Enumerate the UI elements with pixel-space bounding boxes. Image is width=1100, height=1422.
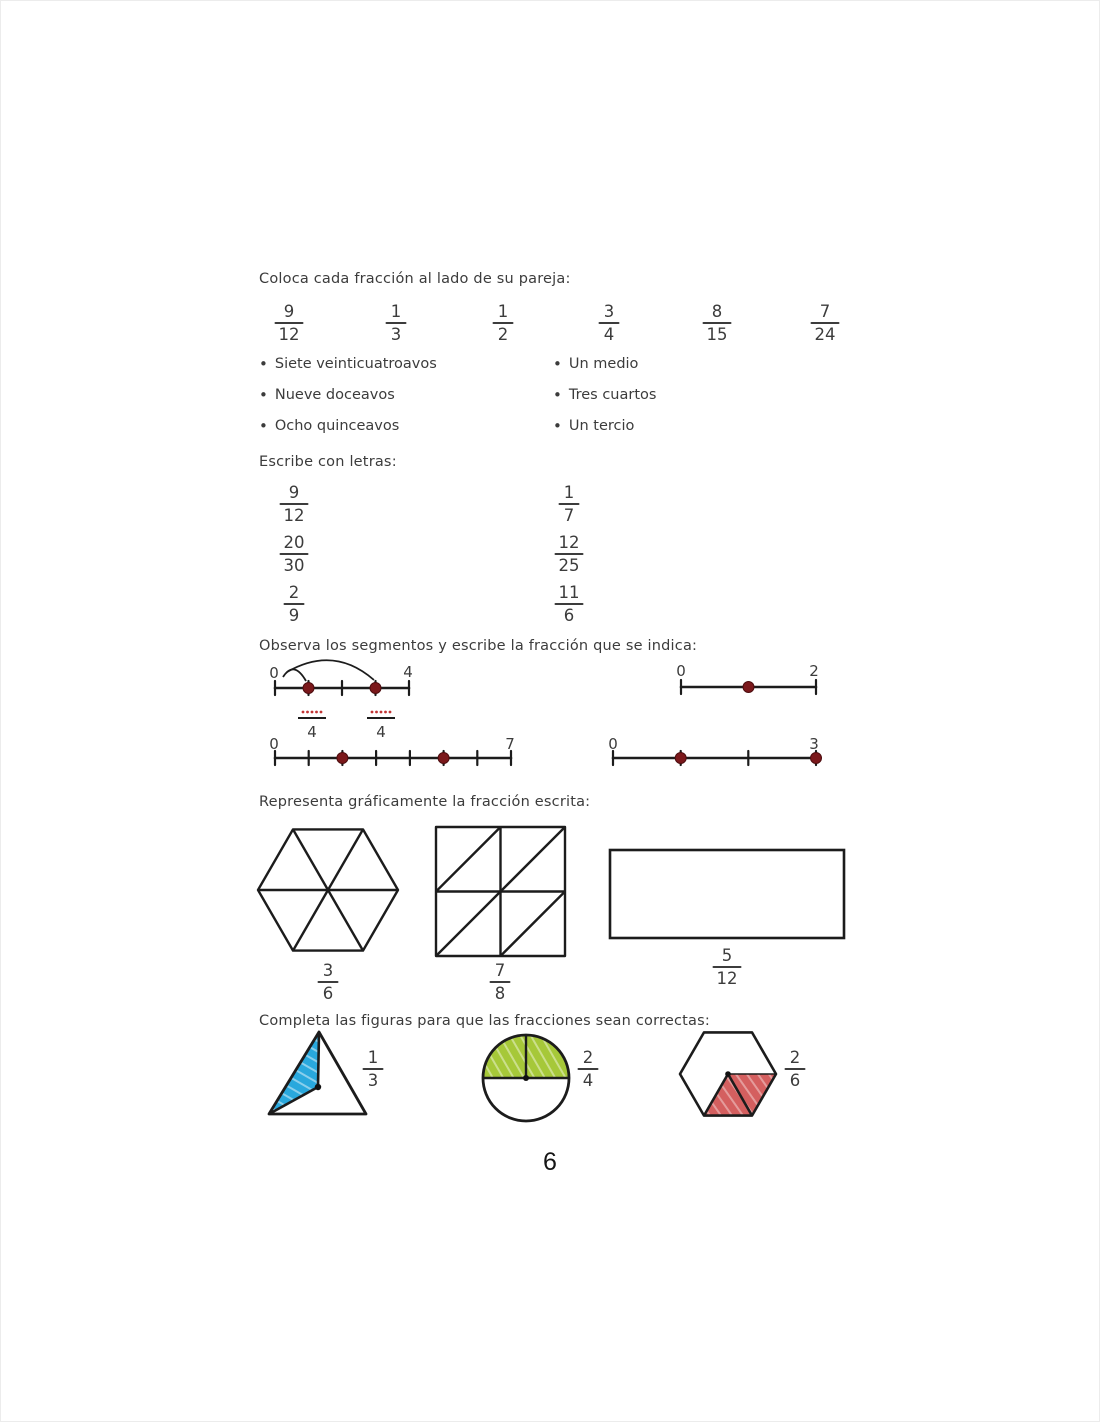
fraction-bar <box>713 966 742 968</box>
fraction-denominator: 12 <box>283 506 305 525</box>
section-title-match: Coloca cada fracción al lado de su pareja: <box>259 271 571 287</box>
arc-0-to-3 <box>287 660 374 680</box>
write-fraction-r2 <box>555 534 584 574</box>
bullet-icon: • <box>553 386 562 404</box>
fraction-denominator: 12 <box>716 969 738 988</box>
fraction-denominator: 8 <box>494 984 506 1003</box>
option-label: Tres cuartos <box>568 387 657 403</box>
number-line-0-7 <box>275 751 511 765</box>
write-fraction-l3 <box>284 584 305 624</box>
line-start-label: 0 <box>269 664 279 682</box>
match-fraction-6 <box>811 303 840 343</box>
fraction-denominator: 12 <box>278 325 300 344</box>
option-item <box>553 418 634 434</box>
line-end-label: 3 <box>809 735 819 753</box>
option-label: Un medio <box>568 356 639 372</box>
fraction-bar <box>559 503 580 505</box>
bullet-icon: • <box>259 386 268 404</box>
arc-0-to-1 <box>283 669 306 681</box>
fraction-numerator: 1 <box>390 302 402 321</box>
line-end-label: 2 <box>809 662 819 680</box>
number-line-0-4 <box>275 681 409 695</box>
line-start-label: 0 <box>608 735 618 753</box>
point-dot <box>303 683 314 694</box>
fraction-bar <box>280 503 309 505</box>
dotted-numerator <box>371 711 392 714</box>
center-dot <box>315 1084 321 1090</box>
section-title-segments: Observa los segmentos y escribe la fracción que se indica: <box>259 638 698 654</box>
fraction-denominator: 6 <box>563 606 575 625</box>
fraction-bar <box>703 322 732 324</box>
fraction-denominator: 24 <box>814 325 836 344</box>
write-fraction-r1 <box>559 484 580 524</box>
circle-quarters-figure <box>483 1035 569 1121</box>
fraction-numerator: 2 <box>582 1048 594 1067</box>
match-fraction-2 <box>386 303 407 343</box>
point-dot <box>438 753 449 764</box>
fraction-numerator: 1 <box>367 1048 379 1067</box>
option-item <box>259 356 437 372</box>
fraction-denominator: 3 <box>390 325 402 344</box>
option-label: Un tercio <box>568 418 635 434</box>
option-item <box>259 387 395 403</box>
complete-fraction-3 <box>785 1049 806 1089</box>
complete-figures <box>256 1023 861 1128</box>
number-line-0-3 <box>613 751 816 765</box>
fraction-denominator: 4 <box>307 723 317 741</box>
fraction-bar <box>599 322 620 324</box>
option-item <box>259 418 399 434</box>
fraction-denominator: 30 <box>283 556 305 575</box>
fraction-numerator: 1 <box>497 302 509 321</box>
line-start-label: 0 <box>269 735 279 753</box>
represent-fraction-1 <box>318 962 339 1002</box>
line-end-label: 7 <box>505 735 515 753</box>
fraction-numerator: 2 <box>789 1048 801 1067</box>
write-fraction-l1 <box>280 484 309 524</box>
number-lines-figure <box>251 651 851 791</box>
fraction-bar <box>785 1068 806 1070</box>
line-start-label: 0 <box>676 662 686 680</box>
complete-fraction-1 <box>363 1049 384 1089</box>
fraction-bar <box>363 1068 384 1070</box>
point-dot <box>811 753 822 764</box>
fraction-denominator: 4 <box>603 325 615 344</box>
section-title-represent: Representa gráficamente la fracción escrita: <box>259 794 591 810</box>
square-eighths-figure <box>436 827 565 956</box>
fraction-denominator: 6 <box>322 984 334 1003</box>
represent-figures <box>251 821 861 961</box>
section-title-write: Escribe con letras: <box>259 454 397 470</box>
option-item <box>553 356 638 372</box>
point-dot <box>370 683 381 694</box>
fraction-numerator: 7 <box>494 961 506 980</box>
fraction-bar <box>555 603 584 605</box>
fraction-bar <box>280 553 309 555</box>
fraction-bar <box>811 322 840 324</box>
fraction-denominator: 6 <box>789 1071 801 1090</box>
fraction-numerator: 3 <box>322 961 334 980</box>
option-label: Ocho quinceavos <box>274 418 400 434</box>
fraction-bar <box>275 322 304 324</box>
option-label: Nueve doceavos <box>274 387 395 403</box>
fraction-numerator: 9 <box>283 302 295 321</box>
fraction-denominator: 15 <box>706 325 728 344</box>
rectangle-twelfths-figure <box>610 850 844 938</box>
fraction-bar <box>386 322 407 324</box>
fraction-denominator: 9 <box>288 606 300 625</box>
center-dot <box>523 1075 529 1081</box>
represent-fraction-2 <box>490 962 511 1002</box>
fraction-numerator: 7 <box>819 302 831 321</box>
answer-fraction-blank-1 <box>298 711 326 741</box>
fraction-denominator: 2 <box>497 325 509 344</box>
fraction-bar <box>578 1068 599 1070</box>
fraction-numerator: 20 <box>283 533 305 552</box>
bullet-icon: • <box>553 417 562 435</box>
point-dot <box>675 753 686 764</box>
answer-fraction-blank-2 <box>367 711 395 741</box>
dotted-numerator <box>302 711 323 714</box>
fraction-bar <box>555 553 584 555</box>
hexagon-sixths-figure <box>258 829 398 950</box>
fraction-numerator: 5 <box>721 946 733 965</box>
fraction-denominator: 4 <box>376 723 386 741</box>
match-fraction-1 <box>275 303 304 343</box>
option-label: Siete veinticuatroavos <box>274 356 437 372</box>
fraction-bar <box>493 322 514 324</box>
point-dot <box>337 753 348 764</box>
point-dot <box>743 682 754 693</box>
fraction-numerator: 3 <box>603 302 615 321</box>
write-fraction-r3 <box>555 584 584 624</box>
page-number: 6 <box>543 1148 557 1176</box>
fraction-numerator: 2 <box>288 583 300 602</box>
hexagon-sixths-complete-figure <box>680 1032 776 1115</box>
fraction-bar <box>318 981 339 983</box>
fraction-denominator: 7 <box>563 506 575 525</box>
represent-fraction-3 <box>713 947 742 987</box>
bullet-icon: • <box>259 417 268 435</box>
option-item <box>553 387 656 403</box>
triangle-thirds-figure <box>269 1032 366 1114</box>
match-fraction-3 <box>493 303 514 343</box>
fraction-numerator: 12 <box>558 533 580 552</box>
fraction-numerator: 9 <box>288 483 300 502</box>
match-fraction-4 <box>599 303 620 343</box>
match-fraction-5 <box>703 303 732 343</box>
divider-line <box>318 1032 319 1087</box>
center-dot <box>725 1071 731 1077</box>
fraction-denominator: 3 <box>367 1071 379 1090</box>
fraction-denominator: 25 <box>558 556 580 575</box>
complete-fraction-2 <box>578 1049 599 1089</box>
fraction-numerator: 8 <box>711 302 723 321</box>
fraction-bar <box>490 981 511 983</box>
bullet-icon: • <box>259 355 268 373</box>
fraction-denominator: 4 <box>582 1071 594 1090</box>
section-title-complete: Completa las figuras para que las fracciones sean correctas: <box>259 1013 710 1029</box>
write-fraction-l2 <box>280 534 309 574</box>
fraction-numerator: 1 <box>563 483 575 502</box>
bullet-icon: • <box>553 355 562 373</box>
line-end-label: 4 <box>403 663 413 681</box>
fraction-bar <box>284 603 305 605</box>
fraction-numerator: 11 <box>558 583 580 602</box>
